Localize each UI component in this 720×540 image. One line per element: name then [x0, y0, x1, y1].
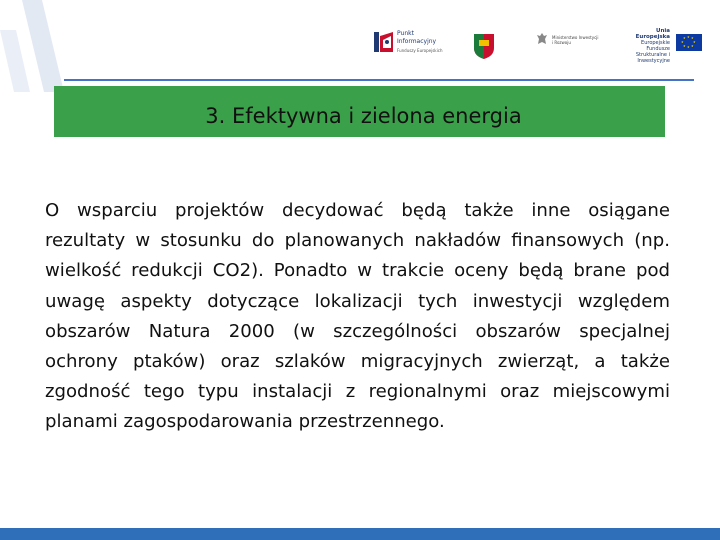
- fe-logo-name: Punkt Informacyjny: [397, 30, 437, 45]
- eu-logo-subtitle: Europejskie Fundusze Strukturalne i Inwestycyjne: [635, 40, 670, 64]
- body-paragraph: O wsparciu projektów decydować będą także inne osiągane rezultaty w stosunku do planowanych nakładów finansowych (np. wielkość redukcji CO2). Ponadto w trakcie oceny będą brane pod uwagę aspekty dotyczące lokalizacji tych inwestycji względem obszarów Natura 2000 (w szczególności obszarów specjalnej ochrony ptaków) oraz szlaków migracyjnych zwierząt, a także zgodność tego typu instalacji z regionalnymi oraz miejscowymi planami zagospodarowania przestrzennego.: [45, 200, 670, 433]
- slide-title: 3. Efektywna i zielona energia: [205, 103, 522, 128]
- eagle-icon: [536, 32, 548, 46]
- ministry-name: Ministerstwo Inwestycji i Rozwoju: [552, 35, 599, 45]
- eu-logo: [620, 22, 702, 68]
- fe-logo: [372, 22, 444, 68]
- regional-crest-icon: [472, 32, 496, 60]
- title-bar: [54, 86, 665, 137]
- eu-logo-title: Unia Europejska: [635, 28, 670, 40]
- eu-flag-icon: ★ ★ ★ ★ ★ ★ ★ ★: [676, 34, 702, 51]
- chevron-decoration-icon: [0, 0, 70, 92]
- logo-strip: [372, 22, 702, 68]
- ministry-logo: [536, 22, 598, 68]
- fe-logo-subtitle: Funduszy Europejskich: [397, 48, 443, 53]
- bottom-bar: [0, 528, 720, 540]
- header-divider: [64, 79, 694, 81]
- fe-logo-icon: [374, 30, 394, 52]
